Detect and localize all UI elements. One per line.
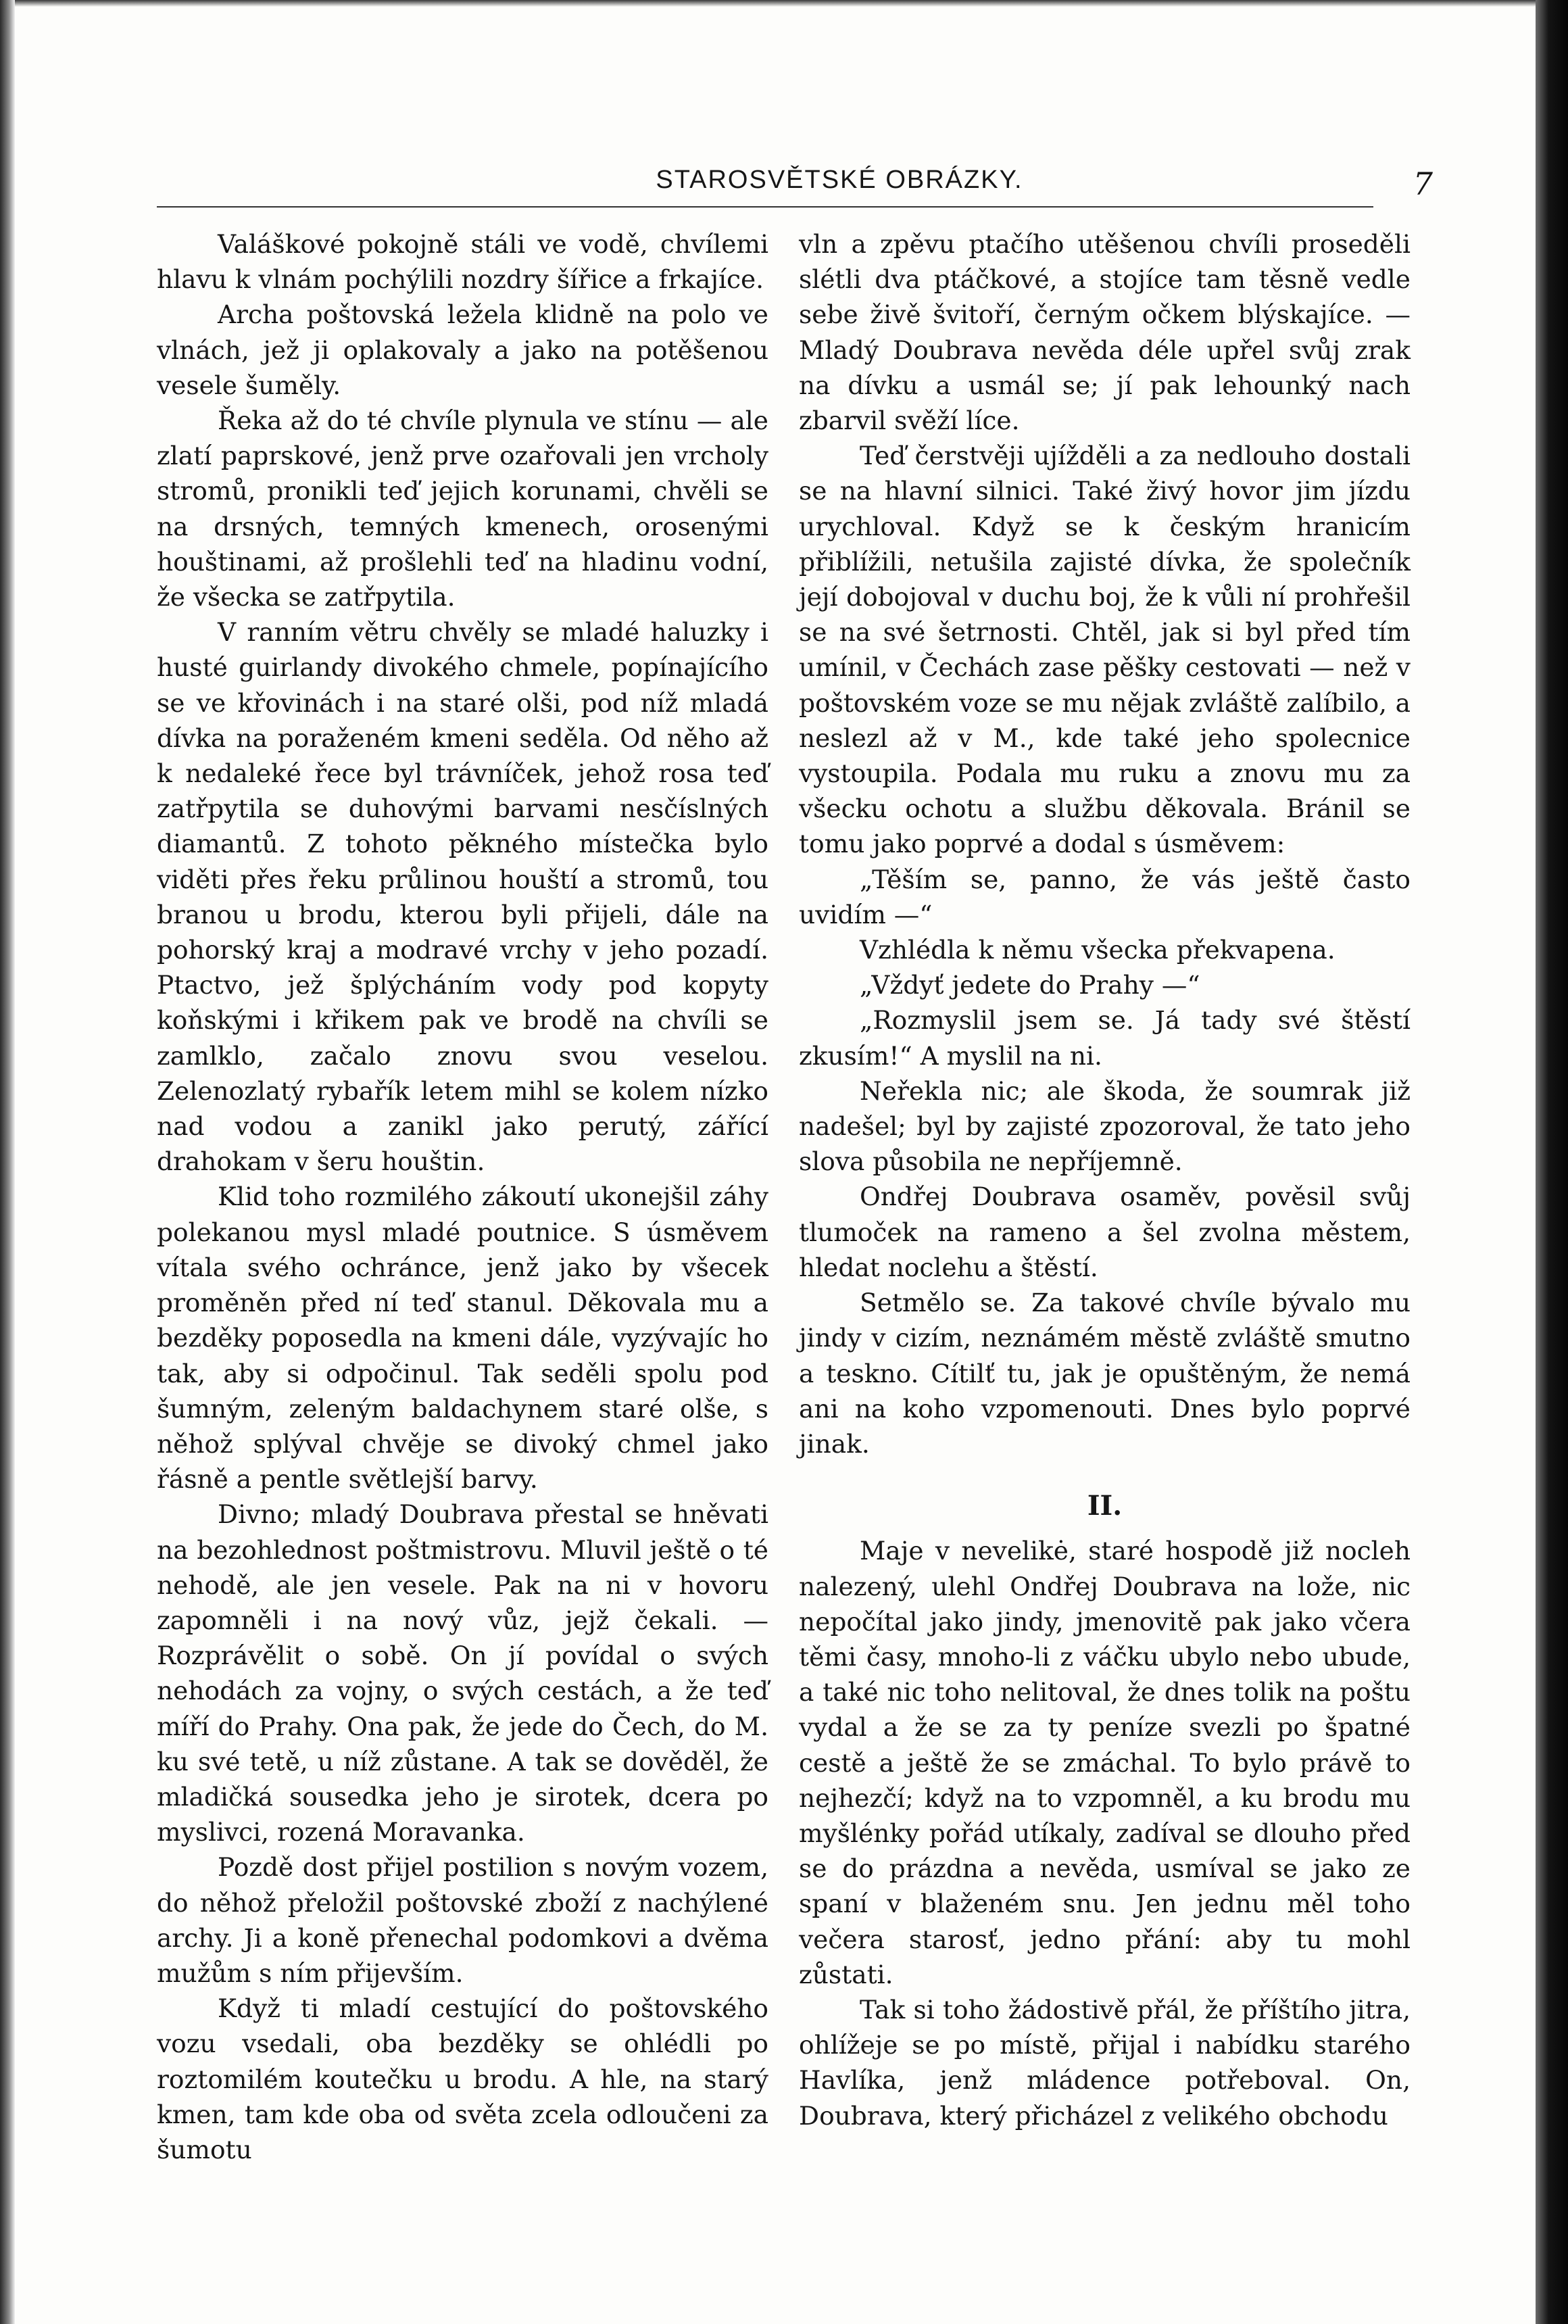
dialog-line: „Vždyť jedete do Prahy —“: [860, 970, 1200, 1000]
paragraph: V ranním větru chvěly se mladé haluzky i husté guirlandy divokého chmele, popínajícího se ve křovinách i na staré olši, pod níž mladá dívka na poraženém kmeni seděla. Od něho až k nedaleké řece byl trávníček, jehož rosa teď zatřpytila se duhovými barvami nesčíslných diamantů. Z tohoto pěkného místečka bylo viděti přes řeku průlinou houští a stromů, tou branou u brodu, kterou byli přijeli, dále na pohorský kraj a modravé vrchy v jeho pozadí. Ptactvo, jež šplýcháním vody pod kopyty koňskými i křikem pak ve brodě na chvíli se zamlklo, začalo znovu svou veselou. Zelenozlatý rybařík letem mihl se kolem nízko nad vodou a zanikl jako perutý, zářící drahokam v šeru houštin.: [157, 617, 768, 1177]
scan-edge-left: [0, 0, 15, 2324]
scan-edge-right: [1536, 0, 1568, 2324]
running-title: STAROSVĚTSKÉ OBRÁZKY.: [656, 166, 1023, 194]
paragraph-continued: vln a zpěvu ptačího utěšenou chvíli proseděli slétli dva ptáčkové, a stojíce tam těsně vedle sebe živě švitoří, černým očkem blýskajíce. — Mladý Doubrava nevěda déle upřel svůj zrak na dívku a usmál se; jí pak lehounký nach zbarvil svěží líce.: [799, 229, 1411, 436]
paragraph: Teď čerstvěji ujížděli a za nedlouho dostali se na hlavní silnici. Také živý hovor jim jízdu urychloval. Když se k českým hranicím přiblížili, netušila zajisté dívka, že společník její dobojoval v duchu boj, že k vůli ní prohřešil se na své šetrnosti. Chtěl, jak si byl před tím umínil, v Čechách zase pěšky cestovati — než v poštovském voze se mu nějak zvláště zalíbilo, a neslezl až v M., kde také jeho spolecnice vystoupila. Podala mu ruku a znovu mu za všecku ochotu a službu děkovala. Bránil se tomu jako poprvé a dodal s úsměvem:: [799, 441, 1411, 859]
right-column: [799, 226, 1411, 2133]
scan-edge-top: [0, 0, 1568, 7]
paragraph: Řeka až do té chvíle plynula ve stínu — ale zlatí paprskové, jenž prve ozařovali jen vrcholy stromů, pronikli teď jejich korunami, chvěli se na drsných, temných kmenech, orosenými houštinami, až prošlehli teď na hladinu vodní, že všecka se zatřpytila.: [157, 406, 768, 612]
section-heading: II.: [1087, 1490, 1123, 1522]
paragraph: Když ti mladí cestující do poštovského vozu vsedali, oba bezděky se ohlédli po roztomilém koutečku u brodu. A hle, na starý kmen, tam kde oba od světa zcela odloučeni za šumotu: [157, 1993, 768, 2164]
left-column: [157, 226, 768, 2167]
page-header: [157, 166, 1433, 206]
page-number: 7: [1413, 166, 1433, 202]
paragraph: Neřekla nic; ale škoda, že soumrak již nadešel; byl by zajisté zpozoroval, že tato jeho slova působila ne nepříjemně.: [799, 1075, 1411, 1177]
paragraph: Klid toho rozmilého zákoutí ukonejšil záhy polekanou mysl mladé poutnice. S úsměvem vítala svého ochránce, jenž jako by všecek proměněn před ní teď stanul. Děkovala mu a bezděky poposedla na kmeni dále, vyzývajíc ho tak, aby si odpočinul. Tak seděli spolu pod šumným, zeleným baldachynem staré olše, s něhož splýval chvěje se divoký chmel jako řásně a pentle světlejší barvy.: [157, 1182, 768, 1495]
paragraph: Divno; mladý Doubrava přestal se hněvati na bezohlednost poštmistrovu. Mluvil ještě o té nehodě, ale jen vesele. Pak na ni v hovoru zapomněli i na nový vůz, jejž čekali. — Rozprávělit o sobě. On jí povídal o svých nehodách za vojny, o svých cestách, a že teď míří do Prahy. Ona pak, že jede do Čech, do M. ku své tetě, u níž zůstane. A tak se dověděl, že mladičká sousedka jeho je sirotek, dcera po myslivci, rozená Moravanka.: [157, 1499, 768, 1847]
paragraph: Valáškové pokojně stáli ve vodě, chvílemi hlavu k vlnám pochýlili nozdry šířice a frkajíce.: [157, 229, 768, 295]
paragraph: Pozdě dost přijel postilion s novým vozem, do něhož přeložil poštovské zboží z nachýlené archy. Ji a koně přenechal podomkovi a dvěma mužům s ním přijevším.: [157, 1852, 768, 1988]
dialog-line: „Rozmyslil jsem se. Já tady své štěstí zkusím!“ A myslil na ni.: [799, 1005, 1411, 1071]
paragraph: Tak si toho žádostivě přál, že příštího jitra, ohlížeje se po místě, přijal i nabídku starého Havlíka, jenž mládence potřeboval. On, Doubrava, který přicházel z velikého obchodu: [799, 1994, 1411, 2131]
paragraph: Setmělo se. Za takové chvíle bývalo mu jindy v cizím, neznámém městě zvláště smutno a teskno. Cítilť tu, jak je opuštěným, že nemá ani na koho vzpomenouti. Dnes bylo poprvé jinak.: [799, 1288, 1411, 1459]
dialog-line: „Těším se, panno, že vás ještě často uvidím —“: [799, 864, 1411, 929]
header-rule: [157, 206, 1373, 208]
paragraph: Ondřej Doubrava osaměv, pověsil svůj tlumoček na rameno a šel zvolna městem, hledat noclehu a štěstí.: [799, 1182, 1411, 1282]
paragraph: Maje v nevelikė, staré hospodě již nocleh nalezený, ulehl Ondřej Doubrava na lože, nic nepočítal jako jindy, jmenovitě pak jako včera těmi časy, mnoho-li z váčku ubylo nebo ubude, a také nic toho nelitoval, že dnes tolik na poštu vydal a že se za ty peníze svezli po špatné cestě a ještě že se zmáchal. To bylo právě to nejhezčí; když na to vzpomněl, a ku brodu mu myšlénky pořád utíkaly, zadíval se dlouho před se do prázdna a nevěda, usmíval se jako ze spaní v blaženém snu. Jen jednu měl toho večera starosť, jedno přání: aby tu mohl zůstati.: [799, 1536, 1411, 1989]
paragraph: Archa poštovská ležela klidně na polo ve vlnách, jež ji oplakovaly a jako na potěšenou vesele šuměly.: [157, 299, 768, 400]
paragraph: Vzhlédla k němu všecka překvapena.: [860, 935, 1336, 965]
